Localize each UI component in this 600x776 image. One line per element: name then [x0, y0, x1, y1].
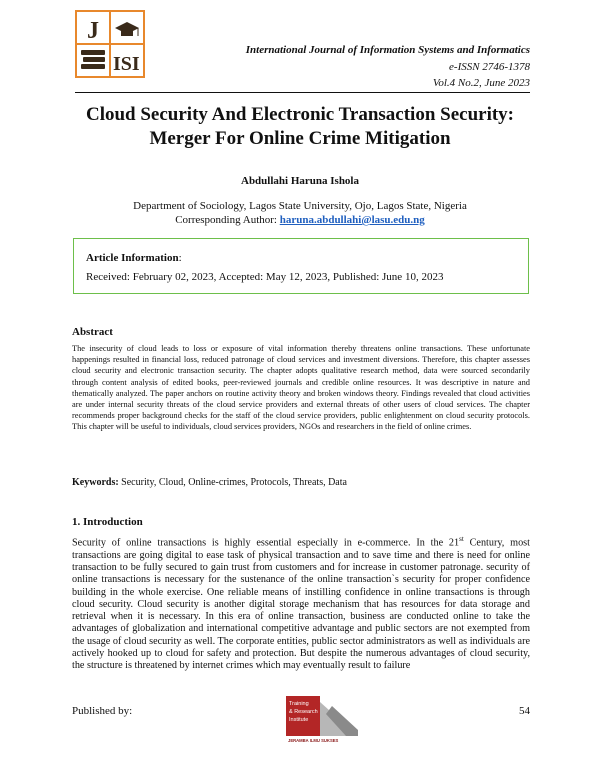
- title-line-1: Cloud Security And Electronic Transaction Security:: [85, 104, 515, 125]
- page-number: 54: [519, 705, 530, 717]
- paper-title: [60, 103, 540, 151]
- abstract-heading: Abstract: [72, 326, 113, 338]
- intro-heading: 1. Introduction: [72, 516, 143, 528]
- svg-text:Training: Training: [289, 701, 309, 707]
- svg-text:J: J: [87, 18, 99, 44]
- footer-published-by: Published by:: [72, 705, 133, 717]
- author-affiliation: [0, 199, 600, 227]
- journal-header: [246, 42, 530, 92]
- intro-text-b: Century, most transactions are going digital to ease task of physical transaction and to save time and there is need for online transaction to be fully secured to gain trust from customers and for increase in customer patronage. security of online transactions is necessary for the sustenance of the online transaction`s security for proper confidence building in the whole exercise. One reliable means of instilling confidence in online transactions is through cloud security. Cloud security is another digital storage mechanism that has resources for data storage and retrieval when it is necessary. In this era of online transaction, business are conducted online to take the advantages of globalization and international competitive advantage and public sectors are not exempted from the usage of cloud security as well. The corporate entities, public sector administrators as well as individuals are actively hooked up to cloud for safety and protection. But despite the numerous advantages of cloud security, the structure is threatened by internet crimes which may eventually result to failure: [72, 537, 530, 672]
- intro-body: [72, 533, 530, 673]
- publisher-logo: [286, 696, 358, 744]
- author-name: Abdullahi Haruna Ishola: [241, 175, 359, 187]
- keywords-label: Keywords:: [72, 477, 119, 488]
- corresponding-label: Corresponding Author:: [175, 214, 277, 226]
- corresponding-author: [0, 213, 600, 227]
- keywords-list: Security, Cloud, Online-crimes, Protocols, Threats, Data: [121, 477, 347, 488]
- article-info-dates: Received: February 02, 2023, Accepted: May 12, 2023, Published: June 10, 2023: [86, 271, 444, 283]
- journal-issn: e-ISSN 2746-1378: [449, 60, 530, 73]
- title-line-2: Merger For Online Crime Mitigation: [149, 128, 451, 149]
- svg-text:Institute: Institute: [289, 717, 309, 723]
- corresponding-email-link[interactable]: haruna.abdullahi@lasu.edu.ng: [279, 214, 425, 226]
- affiliation-text: Department of Sociology, Lagos State University, Ojo, Lagos State, Nigeria: [133, 200, 467, 212]
- svg-text:ISI: ISI: [113, 53, 140, 75]
- header-divider: [75, 92, 530, 93]
- journal-logo: [75, 10, 145, 78]
- svg-text:& Research: & Research: [289, 709, 318, 715]
- journal-name: International Journal of Information Systems and Informatics: [245, 44, 530, 56]
- abstract-body: The insecurity of cloud leads to loss or exposure of vital information thereby threatens online transactions. These unfortunate happenings resulted in financial loss, reduced patronage of cloud services and investment diversions. Therefore, this chapter assesses cloud security and electronic transaction security. The chapter adopts qualitative research method, data were sourced secondarily through content analysis of edited books, peer-reviewed journals and credible online resources. It was descriptive in nature and thematically analyzed. The paper anchors on routine activity theory and broken windows theory. Findings revealed that cloud activities are under internal security threats of the cloud service providers and external threats of other users of cloud services. The chapter recommends proper background checks for the staff of the cloud service providers, public enlightenment on cloud security protocols. This chapter will be useful to individuals, cloud services providers, NGOs and researchers in the field of online crimes.: [72, 344, 530, 432]
- intro-sup: st: [459, 535, 464, 543]
- keywords: [72, 477, 347, 488]
- article-info-box: Article Information: Received: February 02, 2023, Accepted: May 12, 2023, Published: June 10, 2023: [73, 238, 529, 294]
- svg-text:JERAMBA ILMU SUKSES: JERAMBA ILMU SUKSES: [288, 738, 339, 743]
- journal-volume: Vol.4 No.2, June 2023: [432, 77, 530, 89]
- article-info-heading: Article Information: [86, 252, 179, 264]
- intro-text-a: Security of online transactions is highly essential especially in e-commerce. In the 21: [72, 537, 460, 549]
